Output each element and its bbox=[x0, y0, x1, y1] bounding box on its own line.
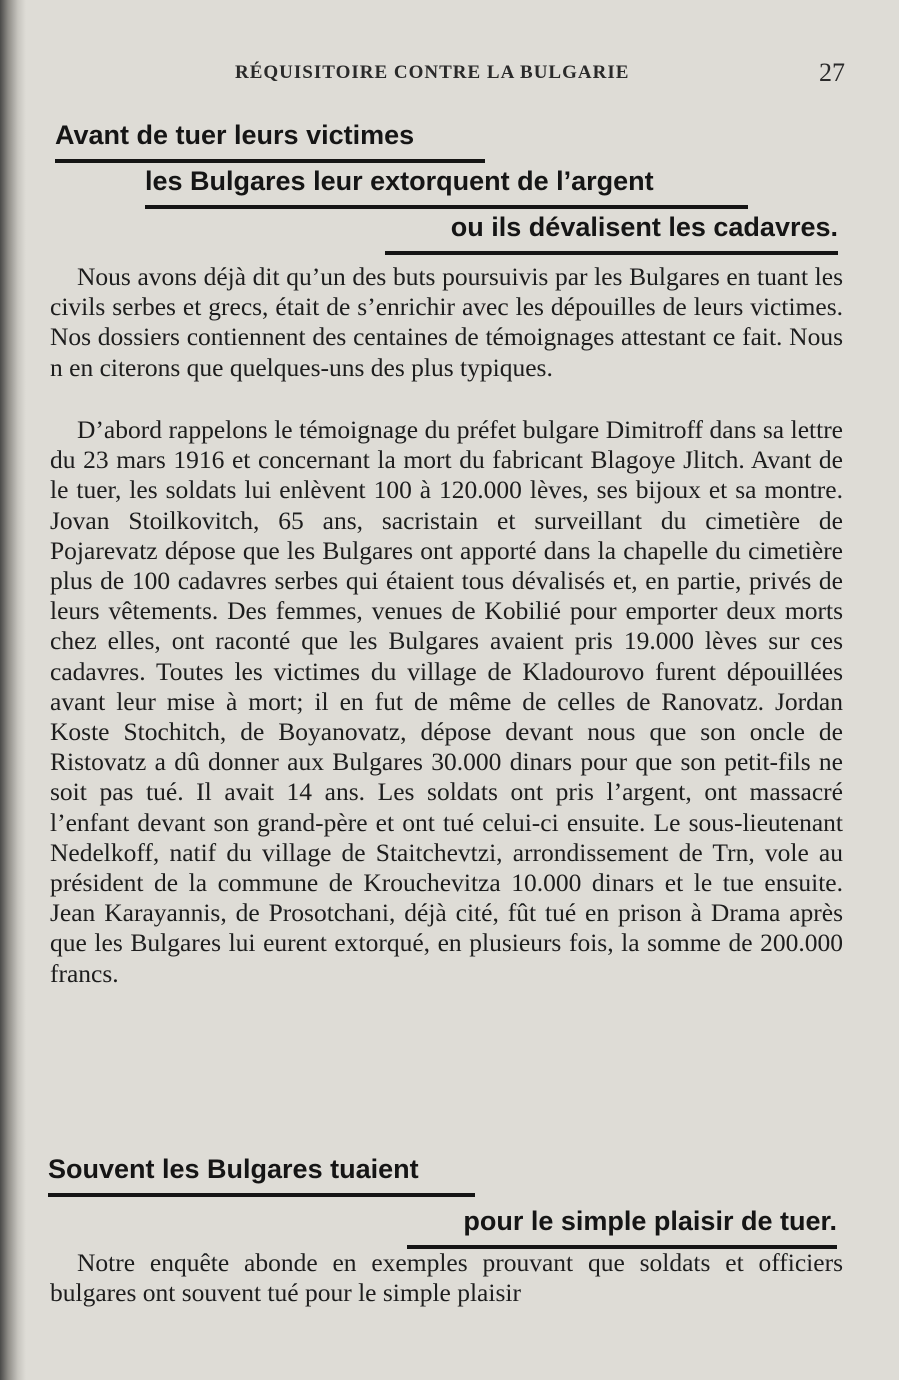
page-number: 27 bbox=[819, 58, 845, 87]
section1-paragraph-1: Nous avons déjà dit qu’un des buts poursuivis par les Bulgares en tuant les civils serbes et grecs, était de s’enrichir avec les dépouilles de leurs victimes. Nos dossiers contiennent des centaines de témoignages attestant ce fait. Nous n en citerons que quelques-uns des plus typiques. bbox=[50, 262, 843, 382]
section2-paragraph-1: Notre enquête abonde en exemples prouvant que soldats et officiers bulgares ont souvent tué pour le simple plaisir bbox=[50, 1248, 843, 1308]
section1-headline-line-2: les Bulgares leur extorquent de l’argent bbox=[145, 166, 748, 209]
section1-headline-line-1: Avant de tuer leurs victimes bbox=[55, 120, 485, 163]
running-title: RÉQUISITOIRE CONTRE LA BULGARIE bbox=[235, 62, 630, 83]
running-header bbox=[50, 58, 850, 92]
page-binding-edge bbox=[0, 0, 26, 1380]
section1-headline-line-3: ou ils dévalisent les cadavres. bbox=[385, 212, 838, 255]
section2-headline-line-1: Souvent les Bulgares tuaient bbox=[48, 1154, 475, 1197]
section2-headline-line-2: pour le simple plaisir de tuer. bbox=[407, 1206, 837, 1249]
section1-paragraph-2: D’abord rappelons le témoignage du préfet bulgare Dimitroff dans sa lettre du 23 mars 1916 et concernant la mort du fabricant Blagoye Jlitch. Avant de le tuer, les soldats lui enlèvent 100 à 120.000 lèves, ses bijoux et sa montre. Jovan Stoilkovitch, 65 ans, sacristain et surveillant du cimetière de Pojarevatz dépose que les Bulgares ont apporté dans la chapelle du cimetière plus de 100 cadavres serbes qui étaient tous dévalisés et, en partie, privés de leurs vêtements. Des femmes, venues de Kobilié pour emporter deux morts chez elles, ont raconté que les Bulgares avaient pris 19.000 lèves sur ces cadavres. Toutes les victimes du village de Kladourovo furent dépouillées avant leur mise à mort; il en fut de même de celles de Ranovatz. Jordan Koste Stochitch, de Boyanovatz, dépose devant nous que son oncle de Ristovatz a dû donner aux Bulgares 30.000 dinars pour que son petit-fils ne soit pas tué. Il avait 14 ans. Les soldats ont pris l’argent, ont massacré l’enfant devant son grand-père et ont tué celui-ci ensuite. Le sous-lieutenant Nedelkoff, natif du village de Staitchevtzi, arrondissement de Trn, vole au président de la commune de Krouchevitza 10.000 dinars et le tue ensuite. Jean Karayannis, de Prosotchani, déjà cité, fût tué en prison à Drama après que les Bulgares lui eurent extorqué, en plusieurs fois, la somme de 200.000 francs. bbox=[50, 415, 843, 988]
